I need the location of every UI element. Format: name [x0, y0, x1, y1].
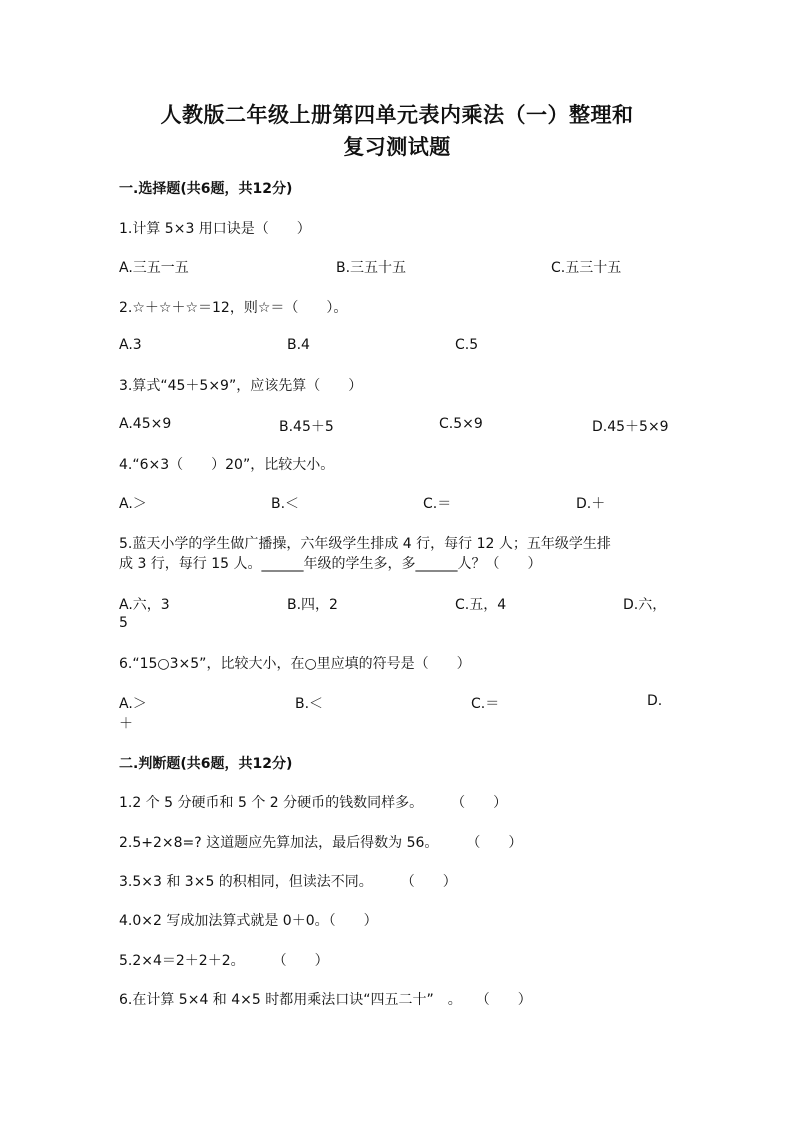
option-d: D.	[647, 693, 663, 709]
option-a: A.六，3	[119, 597, 170, 613]
option-b: B.＜	[295, 696, 324, 712]
option-d-continued: ＋	[119, 716, 133, 732]
question-1: 1.计算 5×3 用口诀是（ ）	[119, 221, 311, 237]
question-6: 6.“15○3×5”，比较大小，在○里应填的符号是（ ）	[119, 656, 471, 672]
section-heading-choice: 一.选择题(共6题，共12分)	[119, 181, 293, 197]
question-5-line2: 成 3 行，每行 15 人。______年级的学生多，多______人？（ ）	[119, 556, 542, 572]
option-b: B.4	[287, 337, 310, 353]
page-title-line2: 复习测试题	[343, 134, 451, 159]
option-a: A.＞	[119, 696, 147, 712]
page-title: 人教版二年级上册第四单元表内乘法（一）整理和	[160, 102, 634, 127]
option-b: B.四，2	[287, 597, 338, 613]
question-3: 3.算式“45＋5×9”，应该先算（ ）	[119, 378, 363, 394]
option-c: C.＝	[423, 496, 452, 512]
section-heading-judgment: 二.判断题(共6题，共12分)	[119, 756, 293, 772]
option-d: D.45＋5×9	[592, 419, 669, 435]
option-c: C.五三十五	[551, 260, 622, 276]
option-a: A.3	[119, 337, 142, 353]
option-a: A.＞	[119, 496, 147, 512]
judgment-2: 2.5+2×8=? 这道题应先算加法，最后得数为 56。 （ ）	[119, 835, 523, 851]
judgment-3: 3.5×3 和 3×5 的积相同，但读法不同。 （ ）	[119, 874, 457, 890]
judgment-1: 1.2 个 5 分硬币和 5 个 2 分硬币的钱数同样多。 （ ）	[119, 795, 508, 811]
option-b: B.三五十五	[336, 260, 407, 276]
option-c: C.5	[455, 337, 479, 353]
judgment-5: 5.2×4＝2＋2＋2。 （ ）	[119, 953, 329, 969]
option-b: B.45＋5	[279, 419, 334, 435]
option-d: D.＋	[576, 496, 606, 512]
question-5: 5.蓝天小学的学生做广播操，六年级学生排成 4 行，每行 12 人；五年级学生排	[119, 536, 611, 552]
question-2: 2.☆＋☆＋☆＝12，则☆＝（ ）。	[119, 300, 348, 316]
option-c: C.＝	[471, 696, 500, 712]
option-a: A.45×9	[119, 416, 172, 432]
option-a: A.三五一五	[119, 260, 189, 276]
option-b: B.＜	[271, 496, 300, 512]
option-d: D.六，	[623, 597, 667, 613]
judgment-4: 4.0×2 写成加法算式就是 0＋0。（ ）	[119, 913, 378, 929]
option-c: C.5×9	[439, 416, 483, 432]
option-c: C.五，4	[455, 597, 507, 613]
judgment-6: 6.在计算 5×4 和 4×5 时都用乘法口诀“四五二十” 。 （ ）	[119, 992, 532, 1008]
option-d-continued: 5	[119, 615, 128, 631]
question-4: 4.“6×3（ ）20”，比较大小。	[119, 457, 335, 473]
